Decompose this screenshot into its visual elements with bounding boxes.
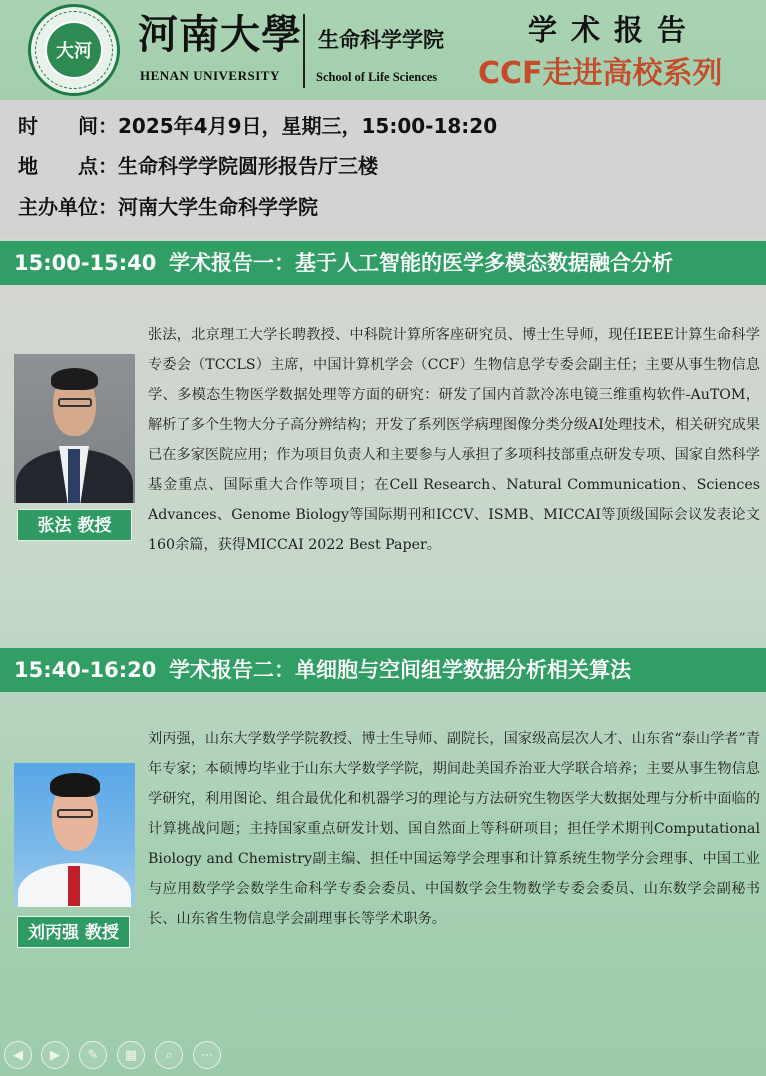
hair-shape bbox=[50, 773, 100, 797]
slide-controls bbox=[4, 1041, 234, 1073]
talk-1-band bbox=[0, 241, 766, 285]
speaker-1-name: 张法 教授 bbox=[17, 509, 132, 541]
talk-2-topic: 学术报告二：单细胞与空间组学数据分析相关算法 bbox=[169, 658, 631, 682]
slides-icon[interactable]: ▦ bbox=[117, 1041, 145, 1069]
tie-shape bbox=[68, 449, 80, 503]
info-place-label: 地 点： bbox=[18, 154, 118, 178]
more-icon[interactable]: ⋯ bbox=[193, 1041, 221, 1069]
university-name-en: HENAN UNIVERSITY bbox=[140, 68, 280, 83]
hair-shape bbox=[51, 368, 98, 390]
event-info bbox=[0, 100, 766, 237]
school-name-en: School of Life Sciences bbox=[316, 70, 438, 84]
pen-icon[interactable]: ✎ bbox=[79, 1041, 107, 1069]
speaker-1-photo bbox=[14, 354, 135, 503]
school-name-cn: 生命科学学院 bbox=[318, 27, 444, 52]
zoom-icon[interactable]: ⌕ bbox=[155, 1041, 183, 1069]
info-place-value: 生命科学学院圆形报告厅三楼 bbox=[118, 154, 378, 178]
speaker-2-bio: 刘丙强，山东大学数学学院教授、博士生导师、副院长，国家级高层次人才、山东省“泰山学者”青年专家；本硕博均毕业于山东大学数学学院，期间赴美国乔治亚大学联合培养；主要从事生物信息学研究，利用图论、组合最优化和机器学习的理论与方法研究生物医学大数据处理与分析中面临的计算挑战问题；主持国家重点研发计划、国自然面上等科研项目；担任学术期刊Computational Biology and Chemistry副主编、担任中国运筹学会理事和计算系统生物学分会理事、中国工业与应用数学学会数学生命科学专委会委员、中国数学会生物数学专委会委员、山东数学会副秘书长、山东省生物信息学会副理事长等学术职务。 bbox=[148, 731, 760, 927]
glasses-shape bbox=[57, 809, 93, 818]
university-logo bbox=[28, 4, 120, 96]
info-time-label: 时 间： bbox=[18, 114, 118, 138]
talk-2-time: 15:40-16:20 bbox=[14, 658, 157, 682]
prev-icon[interactable]: ◀ bbox=[4, 1041, 32, 1069]
logo-mark: 大河 bbox=[56, 41, 92, 62]
talk-1-topic: 学术报告一：基于人工智能的医学多模态数据融合分析 bbox=[169, 251, 673, 275]
glasses-shape bbox=[58, 398, 92, 407]
header-divider bbox=[303, 14, 305, 88]
speaker-1-bio: 张法，北京理工大学长聘教授、中科院计算所客座研究员、博士生导师，现任IEEE计算生命科学专委会（TCCLS）主席，中国计算机学会（CCF）生物信息学专委会副主任；主要从事生物信息学、多模态生物医学数据处理等方面的研究：研发了国内首款冷冻电镜三维重构软件-AuTOM，解析了多个生物大分子高分辨结构；开发了系列医学病理图像分类分级AI处理技术，相关研究成果已在多家医院应用；作为项目负责人和主要参与人承担了多项科技部重点研发专项、国家自然科学基金重点、国际重大合作等项目；在Cell Research、Natural Communication、Sciences Advances、Genome Biology等国际期刊和ICCV、ISMB、MICCAI等顶级国际会议发表论文160余篇，获得MICCAI 2022 Best Paper。 bbox=[148, 327, 760, 553]
talk-1-time: 15:00-15:40 bbox=[14, 251, 157, 275]
info-time-value: 2025年4月9日，星期三，15:00-18:20 bbox=[118, 114, 498, 138]
speaker-2-photo bbox=[14, 763, 135, 907]
university-name-cn: 河南大學 bbox=[138, 11, 302, 58]
talk-2-band bbox=[0, 648, 766, 692]
report-title: 学术报告 bbox=[528, 13, 701, 47]
series-title: CCF走进高校系列 bbox=[478, 56, 723, 91]
info-time bbox=[18, 110, 497, 139]
info-host-value: 河南大学生命科学学院 bbox=[118, 195, 318, 219]
speaker-2-name: 刘丙强 教授 bbox=[17, 916, 130, 948]
info-host bbox=[18, 191, 318, 220]
next-icon[interactable]: ▶ bbox=[41, 1041, 69, 1069]
header bbox=[0, 0, 766, 100]
info-host-label: 主办单位： bbox=[18, 195, 118, 219]
logo-emblem bbox=[45, 21, 103, 79]
info-place bbox=[18, 150, 378, 179]
tie-shape bbox=[68, 866, 80, 906]
